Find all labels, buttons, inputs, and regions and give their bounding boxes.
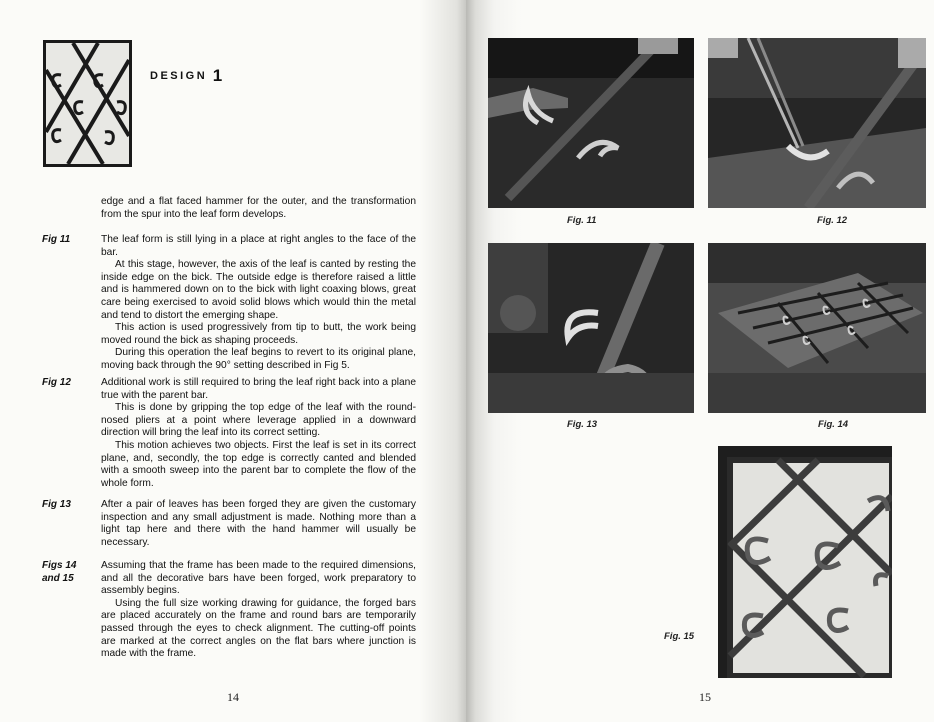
photo-fig-15	[718, 446, 892, 678]
paragraph: During this operation the leaf begins to revert to its original plane, moving back through the 90° setting described in Fig 5.	[101, 347, 416, 371]
intro-text: edge and a flat faced hammer for the outer, and the transformation from the spur into the leaf form develops.	[101, 196, 416, 220]
photo-fig-13	[488, 243, 694, 413]
caption-fig-15: Fig. 15	[664, 631, 695, 642]
page-number-right: 15	[699, 690, 711, 704]
right-page	[466, 0, 934, 722]
paragraph: This is done by gripping the top edge of the leaf with the round-nosed pliers at a point where leverage applied in a downward direction will bring the leaf into its correct setting.	[101, 402, 416, 439]
paragraph: Additional work is still required to bring the leaf right back into a plane true with the parent bar.	[101, 377, 416, 401]
paragraph: This motion achieves two objects. First the leaf is set in its correct plane, and, secondly, the top edge is correctly canted and blended with a smooth sweep into the parent bar to complete the flow of the whole form.	[101, 439, 416, 489]
section-label-figs-14-15: Figs 14 and 15	[42, 560, 77, 584]
paragraph: At this stage, however, the axis of the leaf is canted by resting the inside edge on the bick. The outside edge is therefore raised a little and is hammered down on to the bick with light coaxing blows, great care being exercised to avoid solid blows which would thin the metal and tend to distort the emerging shape.	[101, 259, 416, 321]
design-heading	[150, 64, 222, 84]
section-fig-11	[101, 234, 416, 373]
section-figs-14-15	[101, 560, 416, 661]
design-title-label: DESIGN	[150, 70, 208, 82]
paragraph: Using the full size working drawing for guidance, the forged bars are placed accurately on the frame and round bars are temporarily passed through the eyes to check alignment. The cutting-off points are marked at the correct angles on the flat bars where junction is made with the frame.	[101, 597, 416, 660]
caption-fig-14: Fig. 14	[818, 419, 849, 430]
paragraph: This action is used progressively from tip to butt, the work being moved round the bick as shaping proceeds.	[101, 322, 416, 346]
section-label-fig-12: Fig 12	[42, 377, 71, 388]
caption-fig-11: Fig. 11	[567, 215, 597, 226]
design-thumbnail-image	[43, 40, 132, 167]
left-page	[0, 0, 466, 722]
photo-fig-14	[708, 243, 926, 413]
paragraph: The leaf form is still lying in a place at right angles to the face of the bar.	[101, 234, 416, 258]
section-label-fig-13: Fig 13	[42, 499, 71, 510]
intro-paragraph	[101, 196, 416, 221]
design-number: 1	[212, 66, 223, 85]
paragraph: Assuming that the frame has been made to the required dimensions, and all the decorative bars have been forged, work preparatory to assembly begins.	[101, 560, 416, 597]
caption-fig-12: Fig. 12	[817, 215, 848, 226]
section-fig-13	[101, 499, 416, 549]
photo-fig-11	[488, 38, 694, 208]
paragraph: After a pair of leaves has been forged they are given the customary inspection and any small adjustment is made. Nothing more than a light tap here and there with the hand hammer will usually be necessary.	[101, 499, 416, 548]
page-number-left: 14	[227, 690, 239, 704]
photo-fig-12	[708, 38, 926, 208]
caption-fig-13: Fig. 13	[567, 419, 598, 430]
section-label-fig-11: Fig 11	[42, 234, 71, 245]
section-fig-12	[101, 377, 416, 490]
